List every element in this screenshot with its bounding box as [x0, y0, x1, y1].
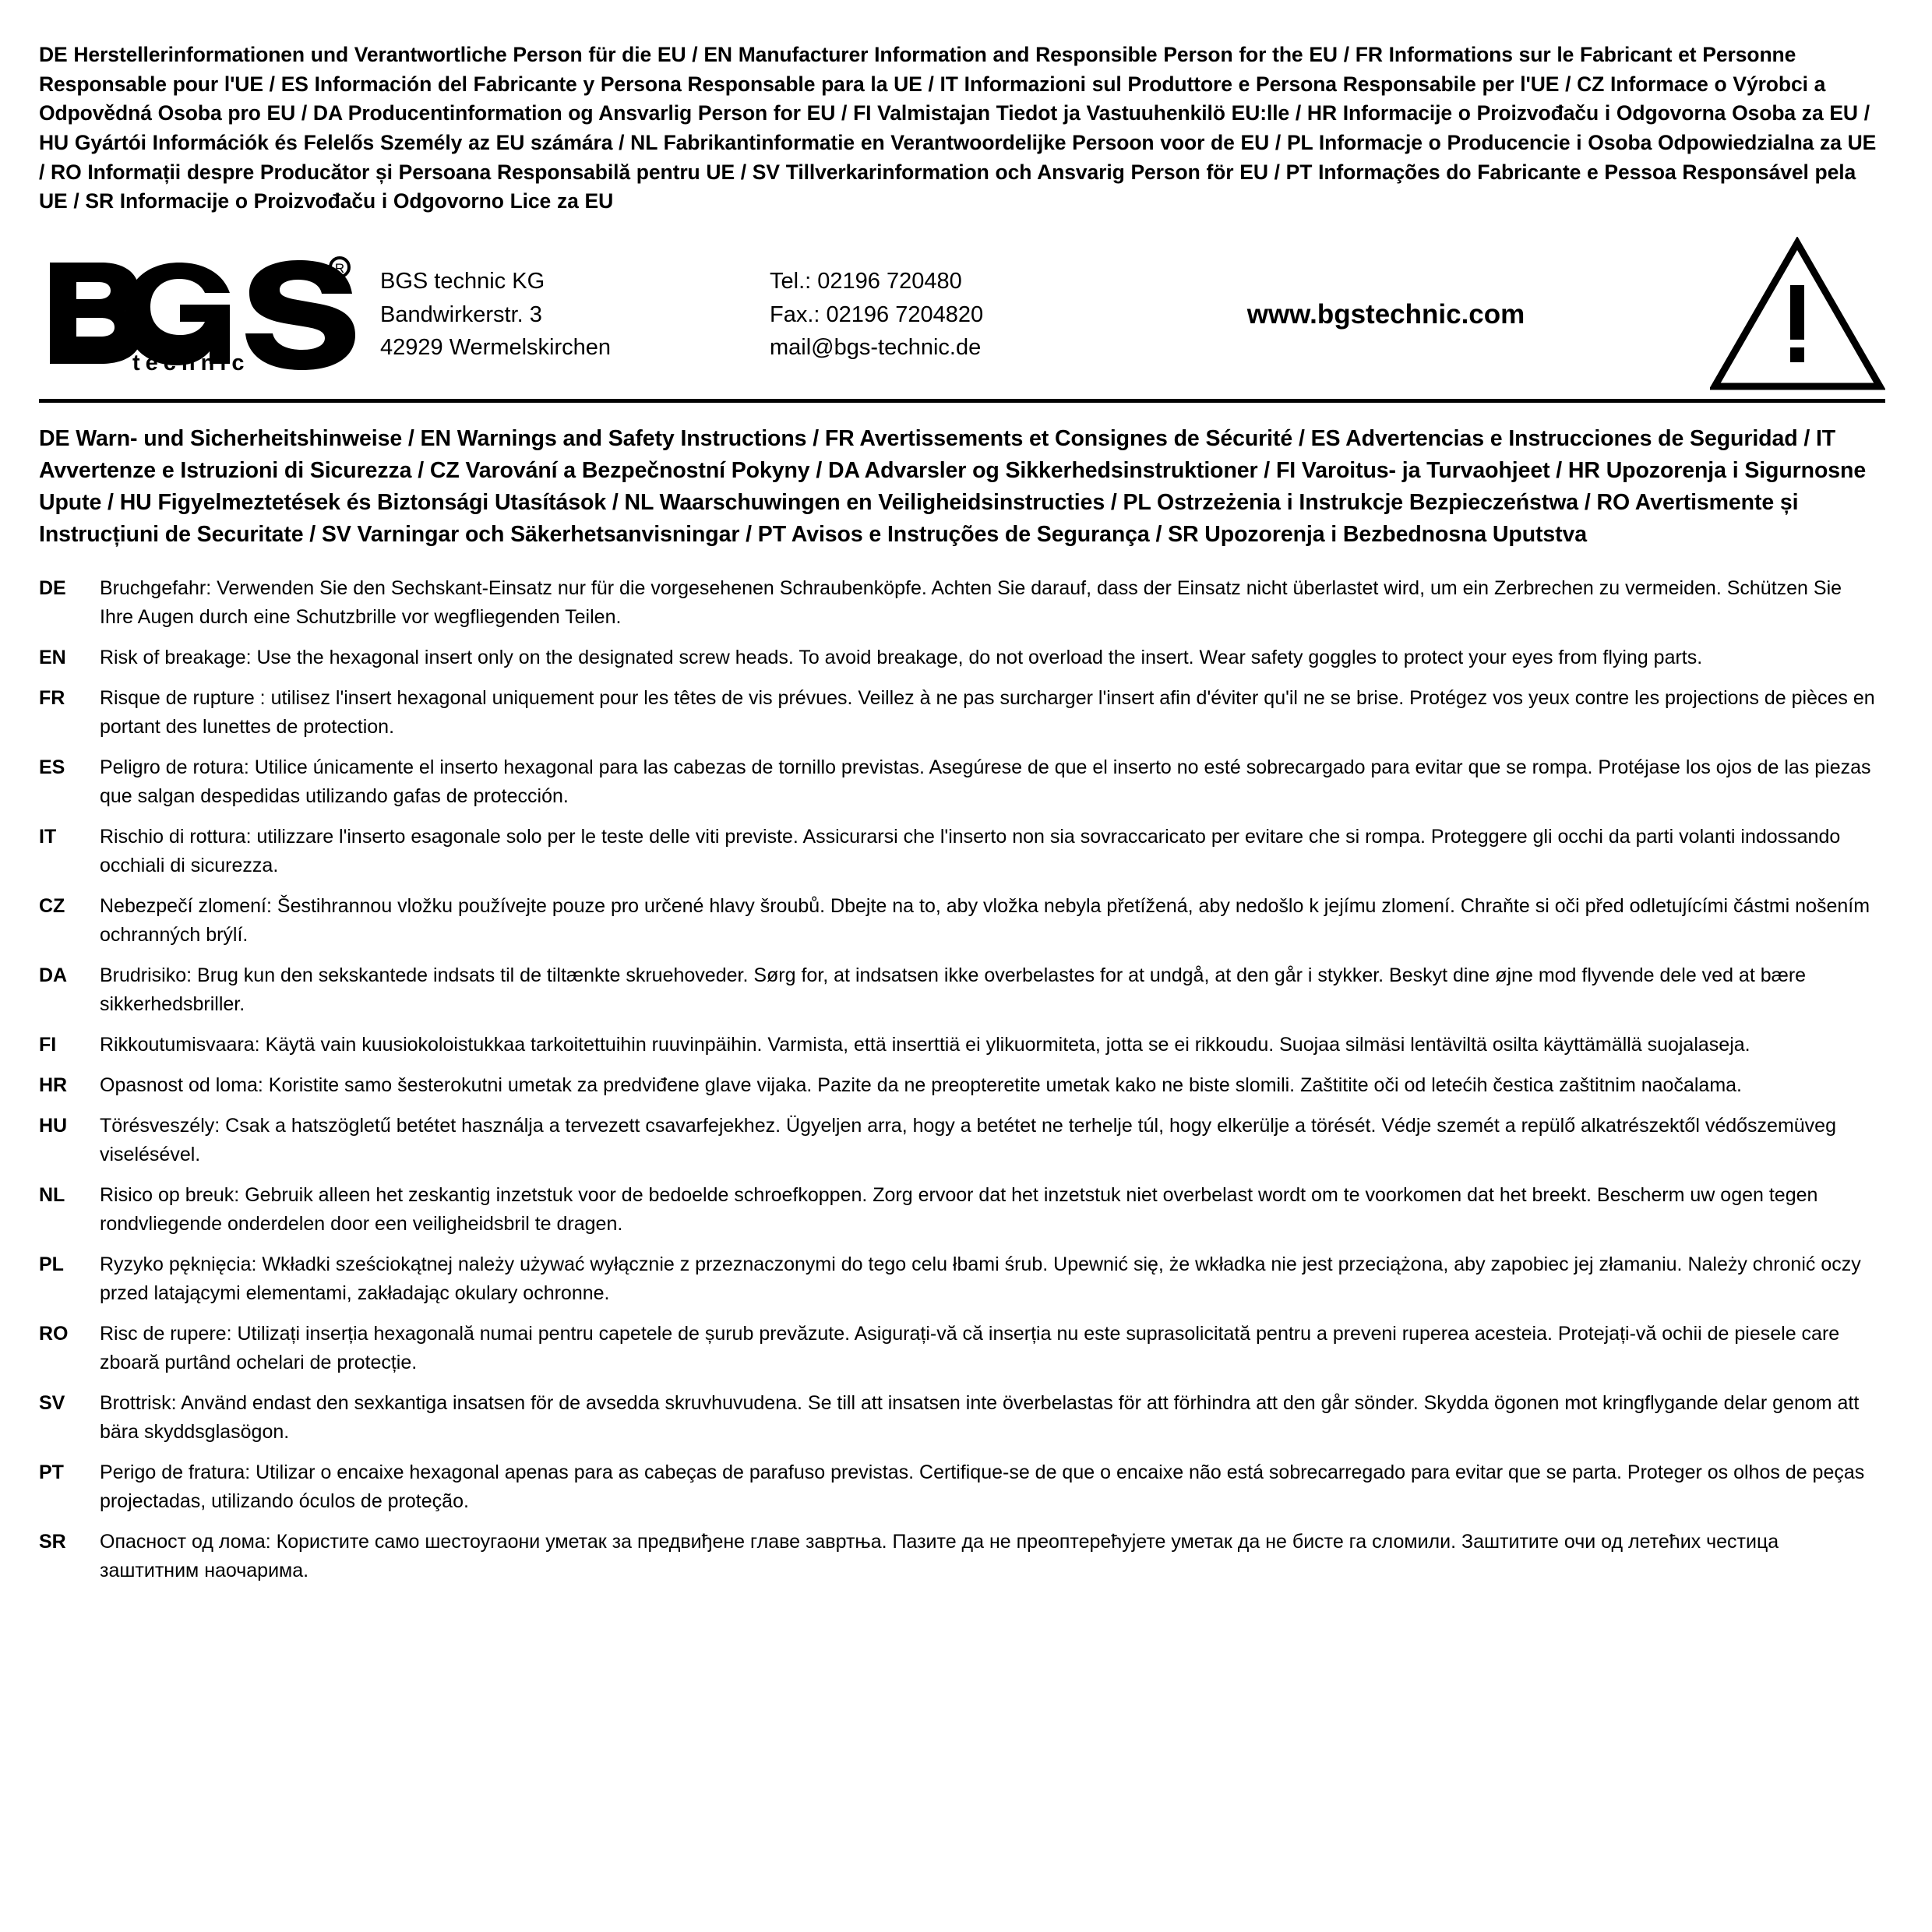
company-city: 42929 Wermelskirchen	[380, 334, 612, 360]
language-text: Bruchgefahr: Verwenden Sie den Sechskant-Einsatz nur für die vorgesehenen Schraubenköpfe. Achten Sie darauf, dass der Einsatz nicht überlastet wird, um ein Zerbrechen zu vermeiden. Schützen Sie Ihre Augen durch eine Schutzbrille vor wegfliegenden Teilen.	[100, 576, 1842, 628]
language-row-en	[39, 643, 1885, 672]
language-text: Brudrisiko: Brug kun den sekskantede indsats til de tiltænkte skruehoveder. Sørg for, at indsatsen ikke overbelastes for at undgå, at den går i stykker. Beskyt dine øjne mod flyvende dele ved at bære sikkerhedsbriller.	[100, 964, 1807, 1015]
language-code: DA	[39, 964, 68, 986]
language-row-nl	[39, 1181, 1885, 1239]
language-code: FI	[39, 1033, 57, 1056]
manufacturer-address	[380, 265, 770, 364]
language-text: Risico op breuk: Gebruik alleen het zeskantig inzetstuk voor de bedoelde schroefkoppen. Zorg ervoor dat het inzetstuk niet overbelast wordt om te voorkomen dat het breekt. Bescherm uw ogen tegen rondvliegende onderdelen door een veiligheidsbril te dragen.	[100, 1183, 1818, 1235]
language-code: PL	[39, 1253, 64, 1275]
company-website[interactable]: www.bgstechnic.com	[1246, 298, 1525, 330]
language-row-de	[39, 574, 1885, 632]
manufacturer-contact	[770, 265, 1105, 364]
language-text: Risk of breakage: Use the hexagonal insert only on the designated screw heads. To avoid breakage, do not overload the insert. Wear safety goggles to protect your eyes from flying parts.	[100, 646, 1703, 668]
language-text: Risque de rupture : utilisez l'insert hexagonal uniquement pour les têtes de vis prévues. Veillez à ne pas surcharger l'insert afin d'éviter qu'il ne se brise. Protégez vos yeux contre les projections de pièces en portant des lunettes de protection.	[100, 686, 1875, 738]
language-text: Ryzyko pęknięcia: Wkładki sześciokątnej należy używać wyłącznie z przeznaczonymi do tego celu łbami śrub. Upewnić się, że wkładka nie jest przeciążona, aby zapobiec jej złamaniu. Należy chronić oczy przed latającymi elementami, zakładając okulary ochronne.	[100, 1253, 1861, 1304]
language-text: Brottrisk: Använd endast den sexkantiga insatsen för de avsedda skruvhuvudena. Se till att insatsen inte överbelastas för att förhindra att den går sönder. Skydda ögonen mot kringflygande delar genom att bära skyddsglasögon.	[100, 1391, 1860, 1443]
language-row-fr	[39, 684, 1885, 742]
bgs-logo	[39, 256, 380, 373]
language-row-it	[39, 823, 1885, 880]
language-code: CZ	[39, 894, 65, 917]
language-code: HR	[39, 1074, 68, 1096]
language-code: EN	[39, 646, 66, 668]
language-code: PT	[39, 1461, 64, 1483]
language-code: HU	[39, 1114, 68, 1137]
language-code: SR	[39, 1530, 66, 1553]
language-text: Törésveszély: Csak a hatszögletű betétet használja a tervezett csavarfejekhez. Ügyeljen arra, hogy a betétet ne terhelje túl, hogy elkerülje a törését. Védje szemét a repülő alkatrészektől védőszemüveg viselésével.	[100, 1114, 1836, 1165]
language-row-sv	[39, 1389, 1885, 1447]
company-street: Bandwirkerstr. 3	[380, 301, 542, 327]
warning-triangle-svg	[1710, 237, 1885, 393]
language-row-cz	[39, 892, 1885, 950]
company-name: BGS technic KG	[380, 269, 545, 294]
language-row-sr	[39, 1528, 1885, 1585]
language-text: Опасност од лома: Користите само шестоугаони уметак за предвиђене главе завртња. Пазите да не преоптерећујете уметак да не бисте га сломили. Заштитите очи од летећих честица заштитним наочарима.	[100, 1530, 1779, 1581]
language-row-da	[39, 961, 1885, 1019]
language-text: Risc de rupere: Utilizați inserția hexagonală numai pentru capetele de șurub prevăzute. Asigurați-vă că inserția nu este suprasolicitată pentru a preveni ruperea acesteia. Protejați-vă ochii de piesele care zboară purtând ochelari de protecție.	[100, 1322, 1840, 1373]
bgs-logo-svg	[45, 256, 357, 373]
company-fax: Fax.: 02196 7204820	[770, 301, 984, 327]
language-code: FR	[39, 686, 65, 709]
warnings-safety-heading: DE Warn- und Sicherheitshinweise / EN Warnings and Safety Instructions / FR Avertissements et Consignes de Sécurité / ES Advertencias e Instrucciones de Seguridad / IT Avvertenze e Istruzioni di Sicurezza / CZ Varování a Bezpečnostní Pokyny / DA Advarsler og Sikkerhedsinstruktioner / FI Varoitus- ja Turvaohjeet / HR Upozorenja i Sigurnosne Upute / HU Figyelmeztetések és Biztonsági Utasítások / NL Waarschuwingen en Veiligheidsinstructies / PL Ostrzeżenia i Instrukcje Bezpieczeństwa / RO Avertismente și Instrucțiuni de Securitate / SV Varningar och Säkerhetsanvisningar / PT Avisos e Instruções de Segurança / SR Upozorenja i Bezbednosna Uputstva	[39, 425, 1867, 547]
manufacturer-bar	[39, 237, 1885, 403]
language-text: Opasnost od loma: Koristite samo šesterokutni umetak za predviđene glave vijaka. Pazite da ne preopteretite umetak kako ne biste slomili. Zaštitite oči od letećih čestica zaštitnim naočalama.	[100, 1074, 1742, 1096]
manufacturer-info-heading: DE Herstellerinformationen und Verantwortliche Person für die EU / EN Manufacturer Information and Responsible Person for the EU / FR Informations sur le Fabricant et Personne Responsable pour l'UE / ES Información del Fabricante y Persona Responsable para la UE / IT Informazioni sul Produttore e Persona Responsabile per l'UE / CZ Informace o Výrobci a Odpovědná Osoba pro EU / DA Producentinformation og Ansvarlig Person for EU / FI Valmistajan Tiedot ja Vastuuhenkilö EU:lle / HR Informacije o Proizvođaču i Odgovorna Osoba za EU / HU Gyártói Információk és Felelős Személy az EU számára / NL Fabrikantinformatie en Verantwoordelijke Persoon voor de EU / PL Informacje o Producencie i Osoba Odpowiedzialna za UE / RO Informații despre Producător și Persoana Responsabilă pentru UE / SV Tillverkarinformation och Ansvarig Person för EU / PT Informações do Fabricante e Pessoa Responsável pela UE / SR Informacije o Proizvođaču i Odgovorno Lice za EU	[39, 43, 1877, 213]
language-code: IT	[39, 825, 57, 848]
language-row-hu	[39, 1112, 1885, 1169]
language-row-ro	[39, 1320, 1885, 1377]
company-tel: Tel.: 02196 720480	[770, 269, 962, 294]
svg-text:technic: technic	[132, 350, 250, 373]
language-row-pt	[39, 1458, 1885, 1516]
language-code: DE	[39, 576, 66, 599]
language-text: Perigo de fratura: Utilizar o encaixe hexagonal apenas para as cabeças de parafuso previstas. Certifique-se de que o encaixe não está sobrecarregado para evitar que se parta. Proteger os olhos de peças projectadas, utilizando óculos de proteção.	[100, 1461, 1865, 1512]
language-text: Peligro de rotura: Utilice únicamente el inserto hexagonal para las cabezas de tornillo previstas. Asegúrese de que el inserto no esté sobrecargado para evitar que se rompa. Protéjase los ojos de las piezas que salgan despedidas utilizando gafas de protección.	[100, 756, 1871, 807]
language-code: RO	[39, 1322, 69, 1345]
company-email[interactable]: mail@bgs-technic.de	[770, 334, 982, 360]
language-row-pl	[39, 1250, 1885, 1308]
language-text: Nebezpečí zlomení: Šestihrannou vložku používejte pouze pro určené hlavy šroubů. Dbejte na to, aby vložka nebyla přetížená, aby nedošlo k jejímu zlomení. Chraňte si oči před odletujícími částmi nošením ochranných brýlí.	[100, 894, 1870, 946]
language-text: Rikkoutumisvaara: Käytä vain kuusiokoloistukkaa tarkoitettuihin ruuvinpäihin. Varmista, että inserttiä ei ylikuormiteta, jotta se ei rikkoudu. Suojaa silmäsi lentäviltä osilta käyttämällä suojalaseja.	[100, 1033, 1750, 1056]
language-warning-list	[39, 574, 1885, 1585]
language-code: ES	[39, 756, 65, 778]
language-code: SV	[39, 1391, 65, 1414]
language-row-hr	[39, 1071, 1885, 1100]
language-row-es	[39, 753, 1885, 811]
language-code: NL	[39, 1183, 65, 1206]
svg-text:R: R	[334, 260, 345, 276]
warning-triangle-icon	[1698, 237, 1885, 393]
language-text: Rischio di rottura: utilizzare l'inserto esagonale solo per le teste delle viti previste. Assicurarsi che l'inserto non sia sovraccaricato per evitare che si rompa. Proteggere gli occhi da parti volanti indossando occhiali di sicurezza.	[100, 825, 1841, 876]
language-row-fi	[39, 1031, 1885, 1059]
